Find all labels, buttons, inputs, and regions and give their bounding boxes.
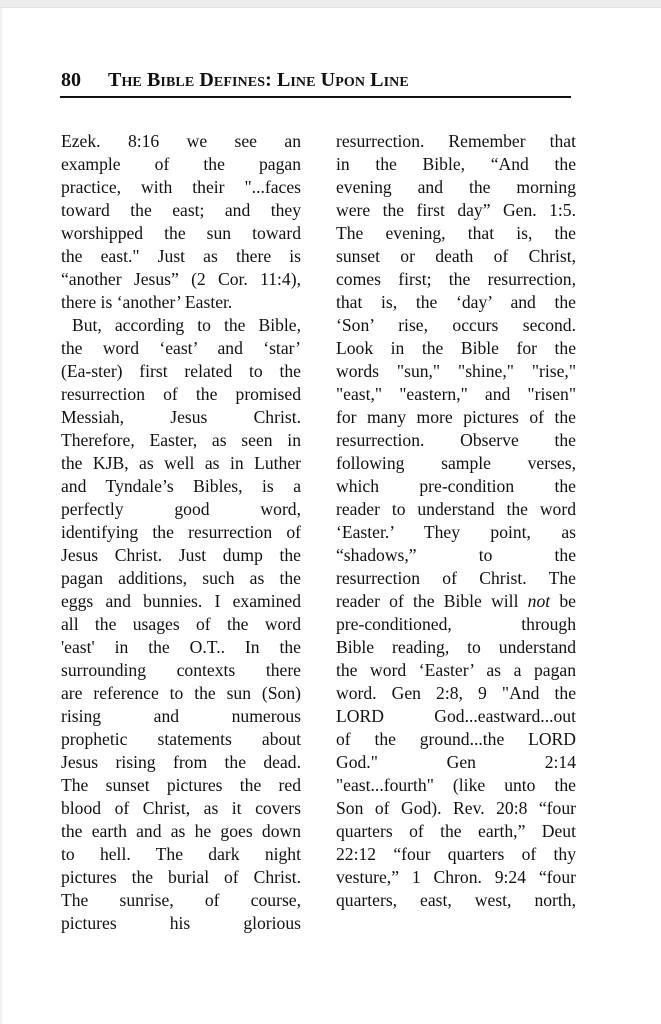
text-line: sunset or death of Christ, [336,246,576,266]
text-line: Ezek. 8:16 we see an [61,131,301,151]
text-line: pre-conditioned, through [336,614,576,634]
text-line: Jesus rising from the dead. [61,752,301,772]
text-line: words "sun," "shine," "rise," [336,361,576,381]
text-line: “another Jesus” (2 Cor. 11:4), [61,269,301,289]
page-number: 80 [61,69,81,91]
text-segment: be [550,591,576,611]
text-segment: reader of the Bible will [336,591,528,611]
text-line: comes first; the resurrection, [336,269,576,289]
text-line: that is, the ‘day’ and the [336,292,576,312]
text-line: vesture,” 1 Chron. 9:24 “four [336,867,576,887]
emphasis-not: not [527,591,551,611]
running-title: The Bible Defines: Line Upon Line [108,69,409,91]
text-line: Jesus Christ. Just dump the [61,545,301,565]
page-header [61,64,572,98]
viewer-top-bar [0,0,661,8]
text-line: 22:12 “four quarters of thy [336,844,576,864]
text-line: resurrection. Remember that [336,131,576,151]
text-line: pictures his glorious [61,913,301,933]
text-line: reader to understand the word [336,499,576,519]
text-line: Son of God). Rev. 20:8 “four [336,798,576,818]
text-line: The evening, that is, the [336,223,576,243]
text-line: quarters, east, west, north, [336,890,576,910]
text-line: perfectly good word, [61,499,301,519]
text-line: “shadows,” to the [336,545,576,565]
text-line: identifying the resurrection of [61,522,301,542]
page-edge [0,8,2,1024]
text-line: the KJB, as well as in Luther [61,453,301,473]
text-line: were the first day” Gen. 1:5. [336,200,576,220]
text-line: the east." Just as there is [61,246,301,266]
text-line-with-emphasis [336,590,576,613]
text-line: But, according to the Bible, [72,315,301,335]
text-line: pagan additions, such as the [61,568,301,588]
text-line: resurrection of the promised [61,384,301,404]
right-column [336,130,576,912]
text-line: 'east' in the O.T.. In the [61,637,301,657]
text-line: there is ‘another’ Easter. [61,292,233,312]
text-line: Bible reading, to understand [336,637,576,657]
text-line: following sample verses, [336,453,576,473]
text-line: resurrection of Christ. The [336,568,576,588]
text-line: rising and numerous [61,706,301,726]
text-line: in the Bible, “And the [336,154,576,174]
text-line: "east," "eastern," and "risen" [336,384,576,404]
text-line: all the usages of the word [61,614,301,634]
text-line: practice, with their "...faces [61,177,301,197]
text-line: which pre-condition the [336,476,576,496]
text-line: ‘Son’ rise, occurs second. [336,315,576,335]
text-line: worshipped the sun toward [61,223,301,243]
text-line: the earth and as he goes down [61,821,301,841]
text-line: to hell. The dark night [61,844,301,864]
text-line: toward the east; and they [61,200,301,220]
text-line: the word ‘east’ and ‘star’ [61,338,301,358]
text-line: The sunset pictures the red [61,775,301,795]
text-line: evening and the morning [336,177,576,197]
text-line: Therefore, Easter, as seen in [61,430,301,450]
text-line: of the ground...the LORD [336,729,576,749]
text-line: example of the pagan [61,154,301,174]
text-line: "east...fourth" (like unto the [336,775,576,795]
text-line: quarters of the earth,” Deut [336,821,576,841]
text-line: ‘Easter.’ They point, as [336,522,576,542]
text-line: The sunrise, of course, [61,890,301,910]
text-line: resurrection. Observe the [336,430,576,450]
text-line: God." Gen 2:14 [336,752,576,772]
header-rule [60,96,571,98]
text-line: the word ‘Easter’ as a pagan [336,660,576,680]
text-line: LORD God...eastward...out [336,706,576,726]
text-line: surrounding contexts there [61,660,301,680]
text-line: and Tyndale’s Bibles, is a [61,476,301,496]
text-line: blood of Christ, as it covers [61,798,301,818]
text-line: for many more pictures of the [336,407,576,427]
text-line: prophetic statements about [61,729,301,749]
text-line: are reference to the sun (Son) [61,683,301,703]
text-line: pictures the burial of Christ. [61,867,301,887]
text-line: (Ea-ster) first related to the [61,361,301,381]
text-line: eggs and bunnies. I examined [61,591,301,611]
text-line: word. Gen 2:8, 9 "And the [336,683,576,703]
text-line: Messiah, Jesus Christ. [61,407,301,427]
left-column [61,130,301,935]
text-line: Look in the Bible for the [336,338,576,358]
